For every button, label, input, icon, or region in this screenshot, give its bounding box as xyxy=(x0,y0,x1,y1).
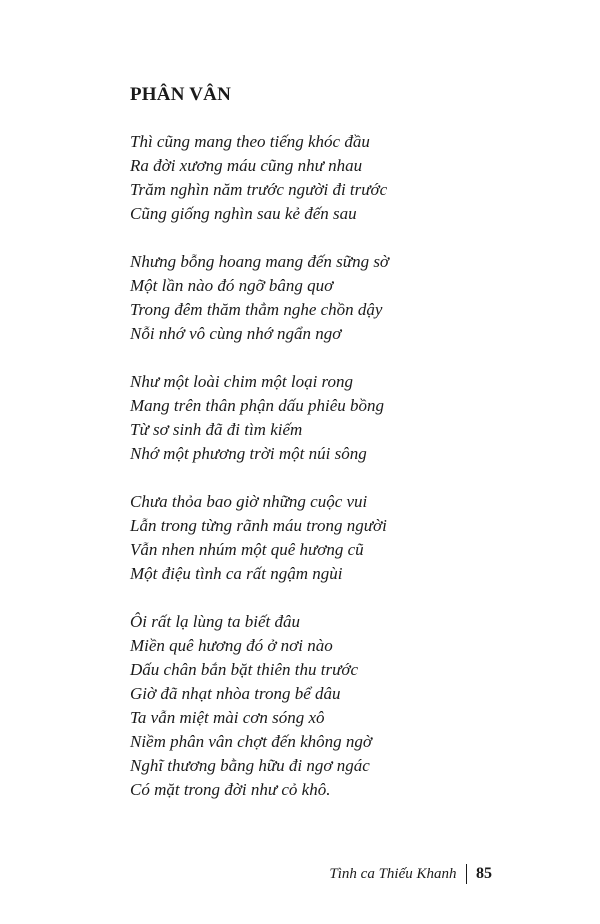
running-footer-book-title: Tình ca Thiếu Khanh xyxy=(329,865,457,882)
poem-line: Cũng giống nghìn sau kẻ đến sau xyxy=(130,204,357,223)
poem-line: Lẫn trong từng rãnh máu trong người xyxy=(130,516,387,535)
poem-line: Mang trên thân phận dấu phiêu bồng xyxy=(130,396,385,415)
poem-line: Nhớ một phương trời một núi sông xyxy=(130,444,367,463)
stanza-3 xyxy=(130,370,550,466)
poem-line: Dấu chân bắn bặt thiên thu trước xyxy=(130,660,358,679)
poem-line: Trong đêm thăm thẳm nghe chồn dậy xyxy=(130,300,383,319)
poem-line: Ôi rất lạ lùng ta biết đâu xyxy=(130,612,300,631)
page-number: 85 xyxy=(476,865,492,882)
poem-line: Vẫn nhen nhúm một quê hương cũ xyxy=(130,540,364,559)
poem-line: Nhưng bỗng hoang mang đến sững sờ xyxy=(130,252,390,271)
poem-line: Giờ đã nhạt nhòa trong bể dâu xyxy=(130,684,341,703)
poem-line: Thì cũng mang theo tiếng khóc đầu xyxy=(130,132,370,151)
poem-line: Nghĩ thương bằng hữu đi ngơ ngác xyxy=(130,756,370,775)
stanza-1 xyxy=(130,130,550,226)
poem-line: Một điệu tình ca rất ngậm ngùi xyxy=(130,564,343,583)
poem-line: Niềm phân vân chợt đến không ngờ xyxy=(130,732,372,751)
poem-line: Miền quê hương đó ở nơi nào xyxy=(130,636,333,655)
poem-title: PHÂN VÂN xyxy=(130,84,231,105)
poem-line: Một lần nào đó ngỡ bâng quơ xyxy=(130,276,334,295)
page-footer xyxy=(329,862,492,886)
stanza-4 xyxy=(130,490,550,586)
poem-line: Chưa thỏa bao giờ những cuộc vui xyxy=(130,492,368,511)
stanza-2 xyxy=(130,250,550,346)
poem-line: Từ sơ sinh đã đi tìm kiếm xyxy=(130,420,303,439)
poem-line: Có mặt trong đời như cỏ khô. xyxy=(130,780,331,799)
footer-divider xyxy=(466,864,468,884)
poem-line: Trăm nghìn năm trước người đi trước xyxy=(130,180,388,199)
stanza-5 xyxy=(130,610,550,802)
poem-line: Nỗi nhớ vô cùng nhớ ngẩn ngơ xyxy=(130,324,342,343)
poem-line: Ta vẫn miệt mài cơn sóng xô xyxy=(130,708,325,727)
poem-body xyxy=(130,130,550,826)
poem-line: Như một loài chim một loại rong xyxy=(130,372,354,391)
poem-line: Ra đời xương máu cũng như nhau xyxy=(130,156,363,175)
